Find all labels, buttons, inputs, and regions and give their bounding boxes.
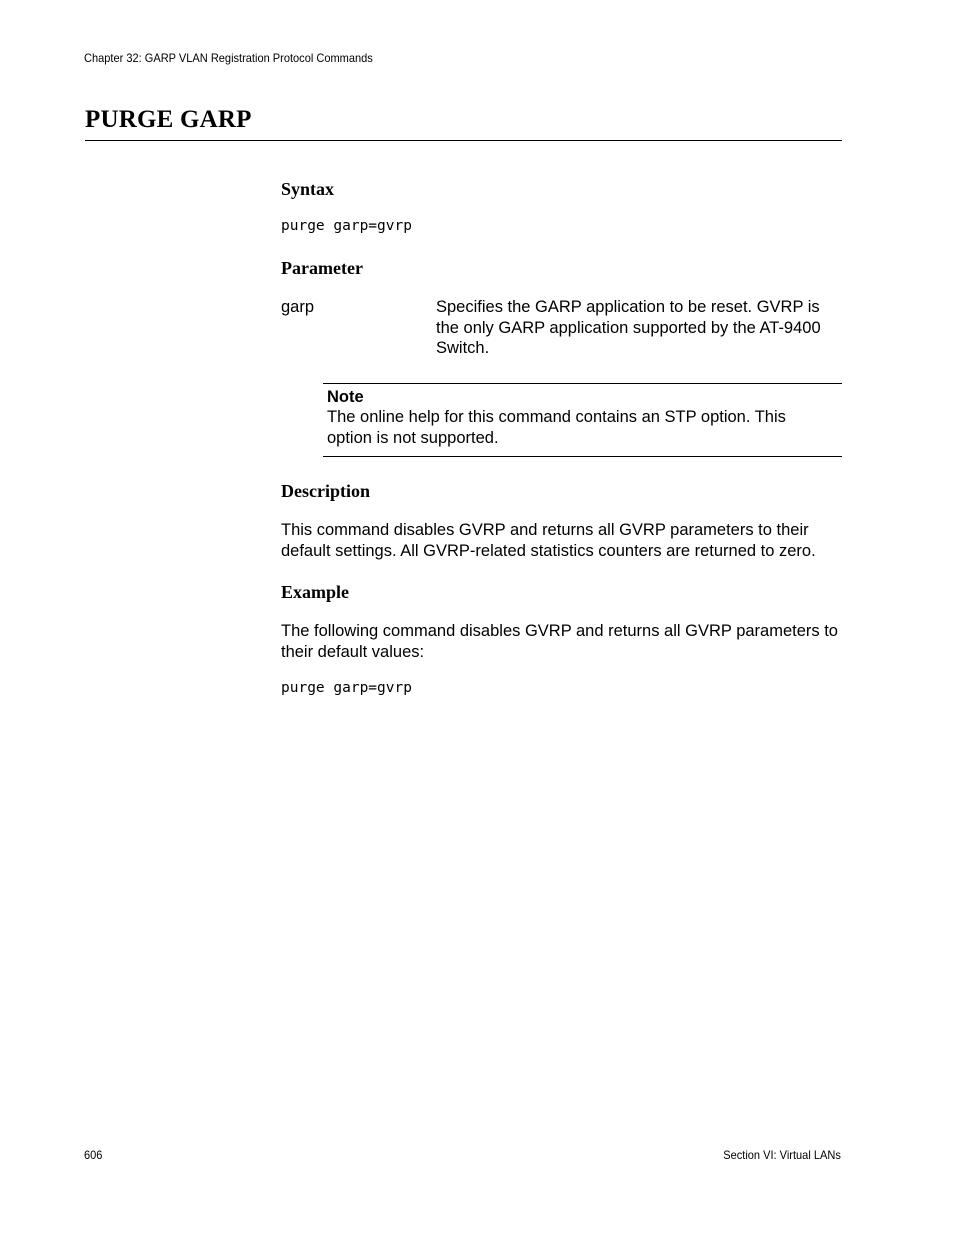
- example-command: purge garp=gvrp: [281, 680, 412, 696]
- running-header: Chapter 32: GARP VLAN Registration Protocol Commands: [84, 51, 373, 65]
- page-title: PURGE GARP: [85, 106, 252, 133]
- parameter-heading: Parameter: [281, 258, 363, 278]
- description-text: This command disables GVRP and returns all GVRP parameters to their default settings. All GVRP-related statistics counters are returned to zero.: [281, 521, 816, 560]
- page-number: 606: [84, 1148, 103, 1162]
- parameter-description: Specifies the GARP application to be reset. GVRP is the only GARP application supported by the AT-9400 Switch.: [436, 298, 821, 357]
- syntax-command: purge garp=gvrp: [281, 218, 412, 234]
- example-heading: Example: [281, 582, 350, 602]
- note-box: [323, 383, 842, 457]
- title-rule: [85, 140, 842, 141]
- parameter-name: garp: [281, 298, 315, 316]
- note-label: Note: [327, 388, 364, 406]
- syntax-heading: Syntax: [281, 179, 335, 199]
- description-heading: Description: [281, 481, 370, 501]
- note-text: The online help for this command contains an STP option. This option is not supported.: [327, 408, 786, 447]
- example-text: The following command disables GVRP and returns all GVRP parameters to their default values:: [281, 622, 838, 661]
- section-footer: Section VI: Virtual LANs: [723, 1148, 841, 1162]
